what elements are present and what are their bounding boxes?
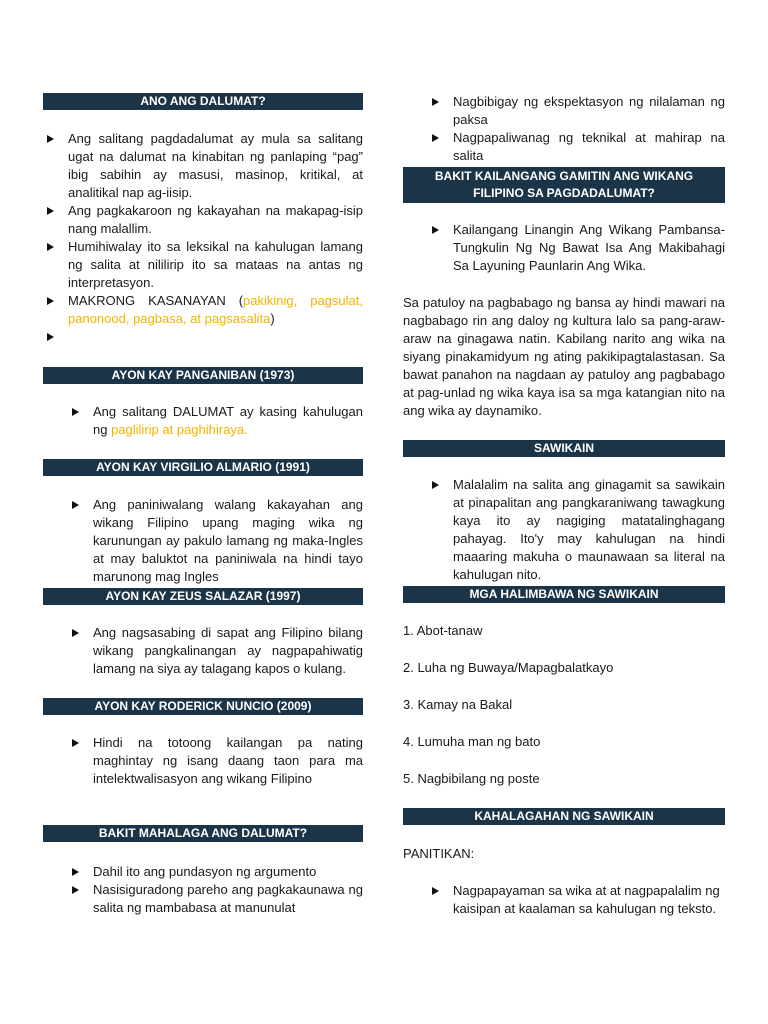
heading-almario: AYON KAY VIRGILIO ALMARIO (1991) [43,459,363,476]
list-item: 2. Luha ng Buwaya/Mapagbalatkayo [403,660,614,675]
list-item: Ang pagkakaroon ng kakayahan na makapag-isip nang malallim. [43,202,363,238]
list-item: 3. Kamay na Bakal [403,697,513,712]
list-item: Dahil ito ang pundasyon ng argumento [68,863,363,881]
list-item: 4. Lumuha man ng bato [403,734,541,749]
heading-bakit-kailangan: BAKIT KAILANGANG GAMITIN ANG WIKANG FILIPINO SA PAGDADALUMAT? [403,167,725,203]
list-item: MAKRONG KASANAYAN (pakikinig, pagsulat, panonood, pagbasa, at pagsasalita) [43,292,363,328]
list-item: Humihiwalay ito sa leksikal na kahulugan lamang ng salita at nililirip ito sa mataas na antas ng interpretasyon. [43,238,363,292]
panitikan-block [403,882,725,918]
bullet-icon [432,226,439,234]
bullet-icon [72,629,79,637]
heading-kahalagahan: KAHALAGAHAN NG SAWIKAIN [403,808,725,825]
list-item: Nagpapaliwanag ng teknikal at mahirap na salita [428,129,725,165]
heading-sawikain: SAWIKAIN [403,440,725,457]
list-item: 1. Abot-tanaw [403,623,483,638]
bullet-icon [432,134,439,142]
bullet-icon [72,886,79,894]
bullet-icon [47,135,54,143]
list-item: Ang nagsasabing di sapat ang Filipino bilang wikang pangkalinangan ay nagpapahiwatig lamang na siya ay talagang kapos o kulang. [68,624,363,678]
almario-block [43,496,363,586]
list-item: Ang paniniwalang walang kakayahan ang wikang Filipino upang maging wika ng karunungan ay pakulo lamang ng maka-Ingles at may baluktot na paniniwala na hindi tayo marunong mag Ingles [68,496,363,586]
paragraph: Sa patuloy na pagbabago ng bansa ay hindi mawari na nagbabago rin ang daloy ng kultura lalo sa pang-araw-araw na ginagawa natin. Kabilang narito ang wika na siyang pinakamidyum ng ating pakikipagtalastasan. Sa bawat panahon na nagdaan ay patuloy ang pagbabago at pag-unlad ng wika kaya isa sa mga katangian nito na ang wika ay daynamiko. [403,295,725,418]
heading-nuncio: AYON KAY RODERICK NUNCIO (2009) [43,698,363,715]
paragraph-block [403,294,725,420]
salazar-block [43,624,363,678]
heading-halimbawa: MGA HALIMBAWA NG SAWIKAIN [403,586,725,603]
list-item: Ang salitang pagdadalumat ay mula sa salitang ugat na dalumat na kinabitan ng panlaping “pag” ibig sabihin ay masusi, masinop, kritikal, at analitikal nap ag-iisip. [43,130,363,202]
bullet-icon [47,243,54,251]
bullet-icon [72,739,79,747]
bullet-icon [432,887,439,895]
bullet-icon [47,297,54,305]
list-item: Nagbibigay ng ekspektasyon ng nilalaman ng paksa [428,93,725,129]
list-item: Hindi na totoong kailangan pa nating maghintay ng isang daang taon para ma intelektwalisasyon ang wikang Filipino [68,734,363,788]
bullet-icon [432,481,439,489]
list-item: Ang salitang DALUMAT ay kasing kahulugan ng paglilirip at paghihiraya. [68,403,363,439]
nuncio-block [43,734,363,788]
heading-ano-ang-dalumat: ANO ANG DALUMAT? [43,93,363,110]
bullet-icon [72,408,79,416]
bullet-icon [72,868,79,876]
list-item: Nasisiguradong pareho ang pagkakaunawa ng salita ng mambabasa at manunulat [68,881,363,917]
list-item: 5. Nagbibilang ng poste [403,771,540,786]
highlight-text: paglilirip at paghihiraya. [111,422,248,437]
highlight-text: pakikinig, pagsulat, panonood, pagbasa, at pagsasalita [68,293,363,326]
list-item: Kailangang Linangin Ang Wikang Pambansa- Tungkulin Ng Ng Bawat Isa Ang Makibahagi Sa Layuning Paunlarin Ang Wika. [428,221,725,275]
panganiban-block [43,403,363,439]
panitikan-label: PANITIKAN: [403,846,475,861]
list-item-empty [43,328,363,346]
bullet-icon [432,98,439,106]
kailangan-block [403,221,725,275]
mahalaga-list [43,863,363,917]
dalumat-list [43,130,363,346]
list-item: Nagpapayaman sa wika at at nagpapalalim ng kaisipan at kaalaman sa kahulugan ng teksto. [428,882,725,918]
bullet-icon [47,333,54,341]
bullet-icon [47,207,54,215]
sawikain-block [403,476,725,584]
heading-bakit-mahalaga: BAKIT MAHALAGA ANG DALUMAT? [43,825,363,842]
halimbawa-list [403,622,725,788]
top-list [403,93,725,165]
list-item: Malalalim na salita ang ginagamit sa sawikain at pinapalitan ang pangkaraniwang tawagkung kaya ito ay nagiging matatalinghagang pahayag. Ito'y may kahulugan na hindi maaaring makuha o maunawaan sa literal na kahulugan nito. [428,476,725,584]
heading-salazar: AYON KAY ZEUS SALAZAR (1997) [43,588,363,605]
bullet-icon [72,501,79,509]
heading-panganiban: AYON KAY PANGANIBAN (1973) [43,367,363,384]
